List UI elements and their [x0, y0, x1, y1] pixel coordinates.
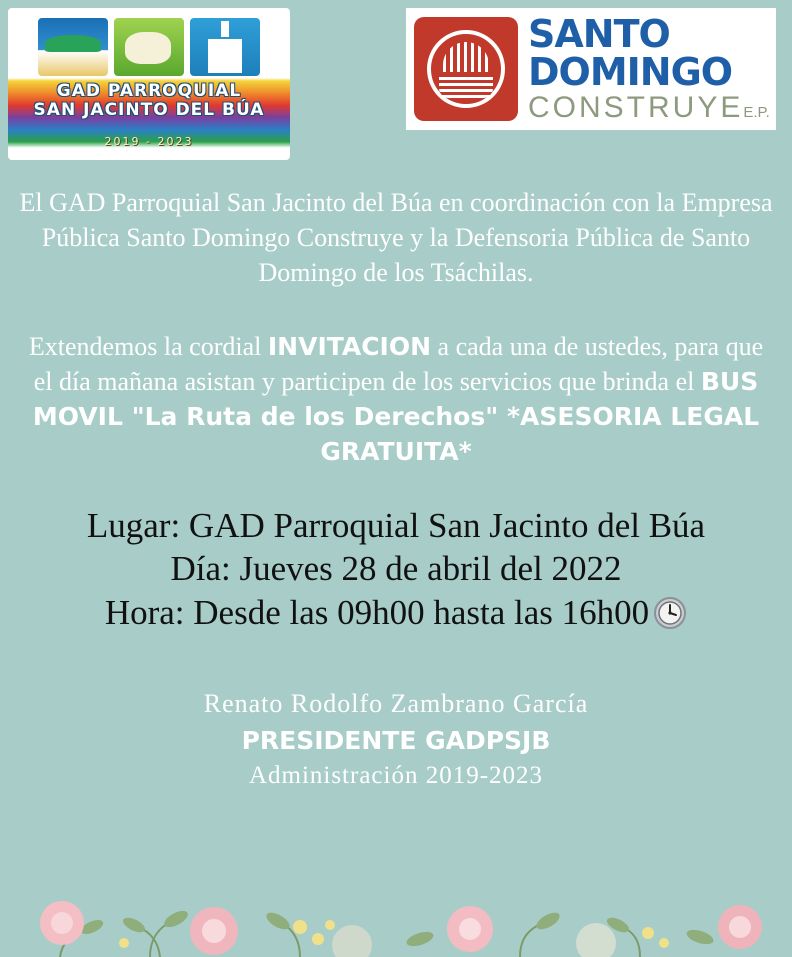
invitation-text-part1: Extendemos la cordial [28, 332, 268, 362]
gad-logo-title-line2: SAN JACINTO DEL BÚA [33, 100, 265, 121]
basket-emblem-inner [427, 30, 505, 108]
detail-place: Lugar: GAD Parroquial San Jacinto del Búa [86, 505, 706, 545]
basket-emblem-icon [414, 17, 518, 121]
signature-block [0, 686, 792, 794]
sd-logo-line1: SANTO [528, 12, 670, 56]
gad-logo-title [8, 82, 290, 120]
clock-icon [653, 596, 687, 640]
gad-logo-years: 2019 - 2023 [104, 135, 194, 148]
invitation-text-part2: a cada una de ustedes, para que el día mañana asistan y participen de los servicios que brinda el [33, 332, 764, 397]
invitation-highlight-1: INVITACION [267, 332, 432, 362]
invitation-paragraph [0, 330, 792, 469]
cattle-crops-icon [112, 16, 186, 78]
signature-role: PRESIDENTE GADPSJB [241, 725, 551, 755]
signature-name: Renato Rodolfo Zambrano García [203, 688, 589, 718]
signature-administration: Administración 2019-2023 [248, 762, 544, 790]
event-details [0, 504, 792, 640]
intro-paragraph: El GAD Parroquial San Jacinto del Búa en coordinación con la Empresa Pública Santo Domingo Construye y la Defensoria Pública de Santo Domingo de los Tsáchilas. [19, 188, 773, 287]
santo-domingo-wordmark [518, 12, 770, 124]
gad-logo-title-line1: GAD PARROQUIAL [56, 81, 242, 101]
sd-logo-line2: DOMINGO [528, 50, 733, 94]
floral-decoration [0, 887, 792, 957]
gad-parroquial-logo [8, 8, 290, 160]
invitation-highlight-2: BUS MOVIL "La Ruta de los Derechos" *ASESORIA LEGAL GRATUITA* [32, 367, 760, 466]
sd-logo-line3 [528, 93, 770, 123]
gad-emblem-row [8, 8, 290, 80]
sd-logo-ep: E.P. [743, 104, 770, 121]
river-landscape-icon [36, 16, 110, 78]
sd-logo-construye: CONSTRUYE [528, 91, 744, 124]
header-logos [0, 0, 792, 160]
detail-day: Día: Jueves 28 de abril del 2022 [170, 549, 622, 589]
detail-time-row [0, 591, 792, 640]
detail-time: Hora: Desde las 09h00 hasta las 16h00 [104, 592, 650, 632]
church-icon [188, 16, 262, 78]
santo-domingo-construye-logo [406, 8, 776, 130]
